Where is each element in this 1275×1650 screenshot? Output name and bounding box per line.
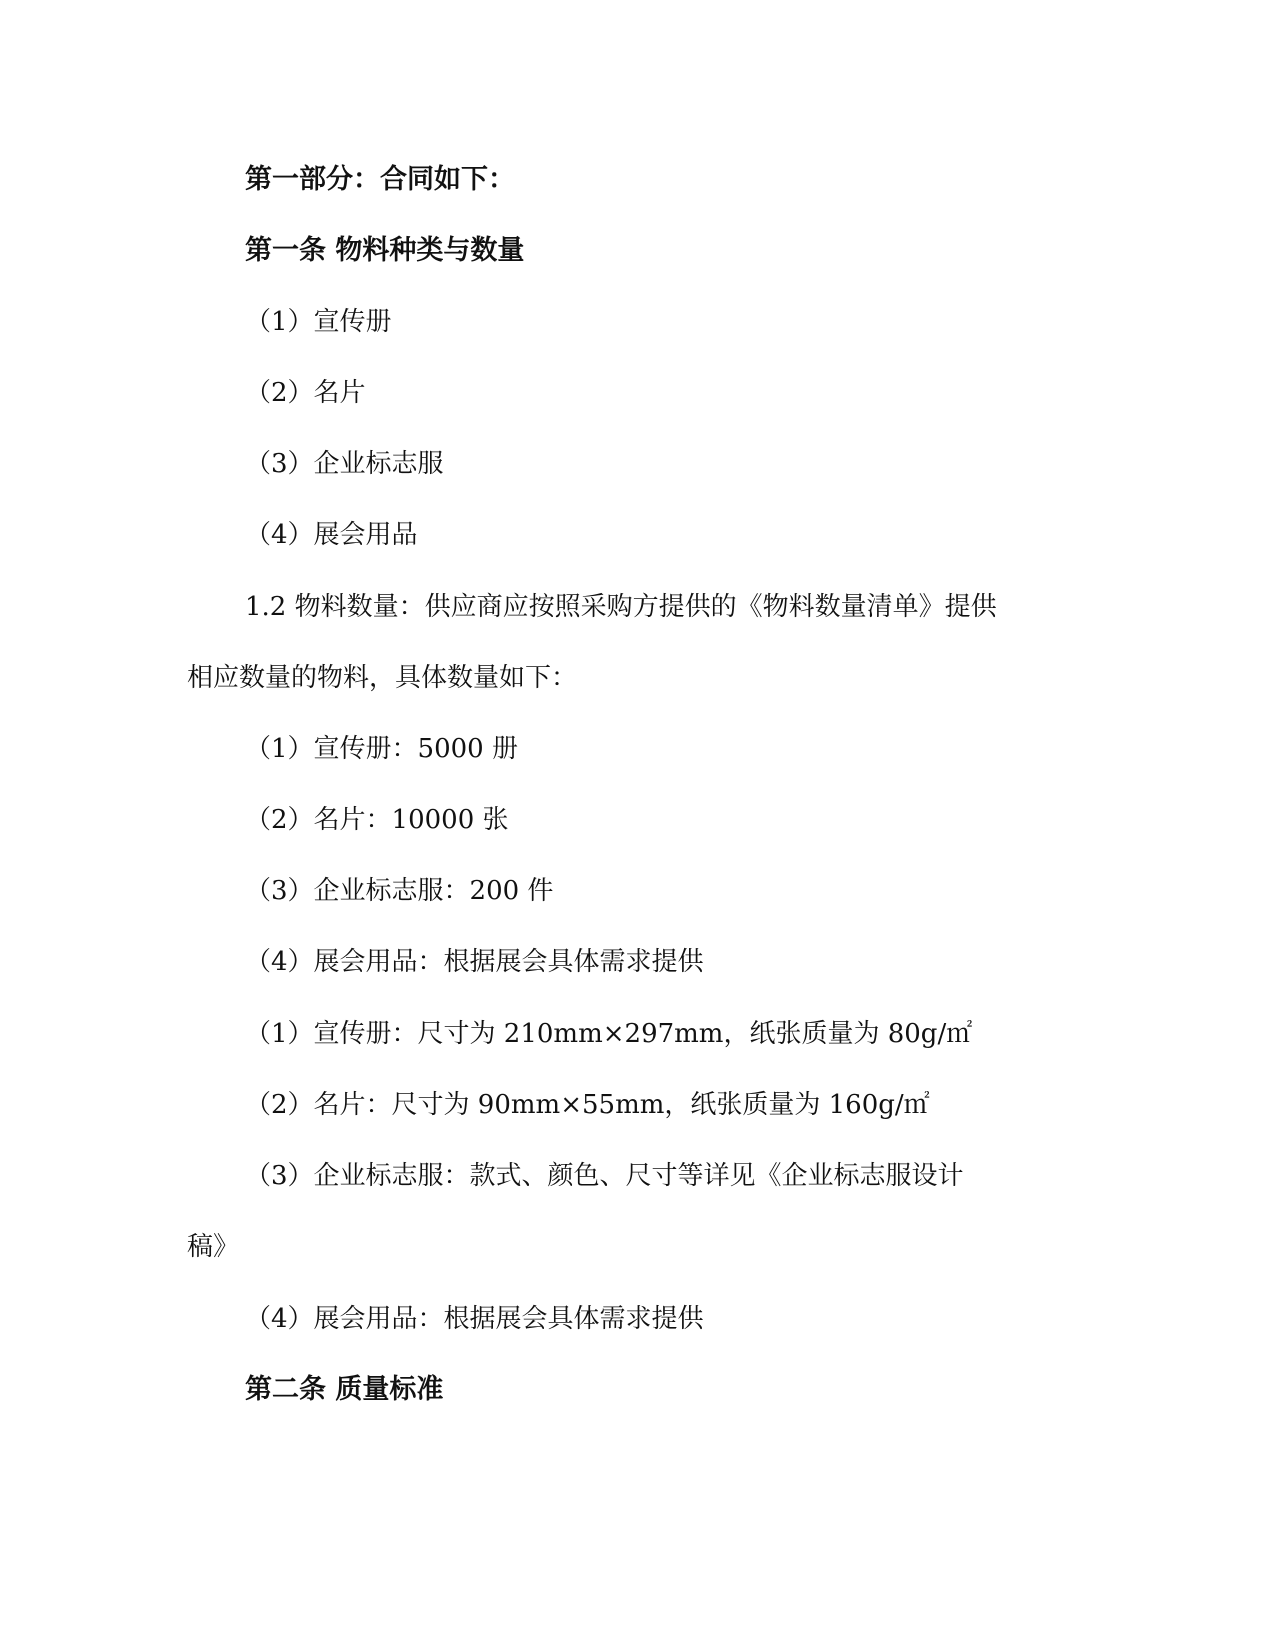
type-item-1: （1）宣传册: [245, 307, 392, 337]
quantity-item-2: （2）名片：10000 张: [245, 805, 509, 835]
part-heading: 第一部分：合同如下：: [245, 164, 515, 195]
spec-item-2: （2）名片：尺寸为 90mm×55mm，纸张质量为 160g/㎡: [245, 1090, 930, 1120]
spec-item-3-line-2: 稿》: [187, 1232, 240, 1262]
type-item-4: （4）展会用品: [245, 520, 418, 550]
quantity-item-1: （1）宣传册：5000 册: [245, 734, 518, 764]
type-item-2: （2）名片: [245, 378, 366, 408]
spec-item-1: （1）宣传册：尺寸为 210mm×297mm，纸张质量为 80g/㎡: [245, 1019, 973, 1049]
spec-item-4: （4）展会用品：根据展会具体需求提供: [245, 1304, 704, 1334]
quantity-item-4: （4）展会用品：根据展会具体需求提供: [245, 947, 704, 977]
spec-item-3-line-1: （3）企业标志服：款式、颜色、尺寸等详见《企业标志服设计: [245, 1161, 964, 1191]
clause-1-2-line-2: 相应数量的物料，具体数量如下：: [187, 663, 578, 693]
article-1-heading: 第一条 物料种类与数量: [245, 235, 525, 266]
article-2-heading: 第二条 质量标准: [245, 1374, 444, 1405]
type-item-3: （3）企业标志服: [245, 449, 444, 479]
quantity-item-3: （3）企业标志服：200 件: [245, 876, 554, 906]
clause-1-2-line-1: 1.2 物料数量：供应商应按照采购方提供的《物料数量清单》提供: [245, 592, 997, 622]
